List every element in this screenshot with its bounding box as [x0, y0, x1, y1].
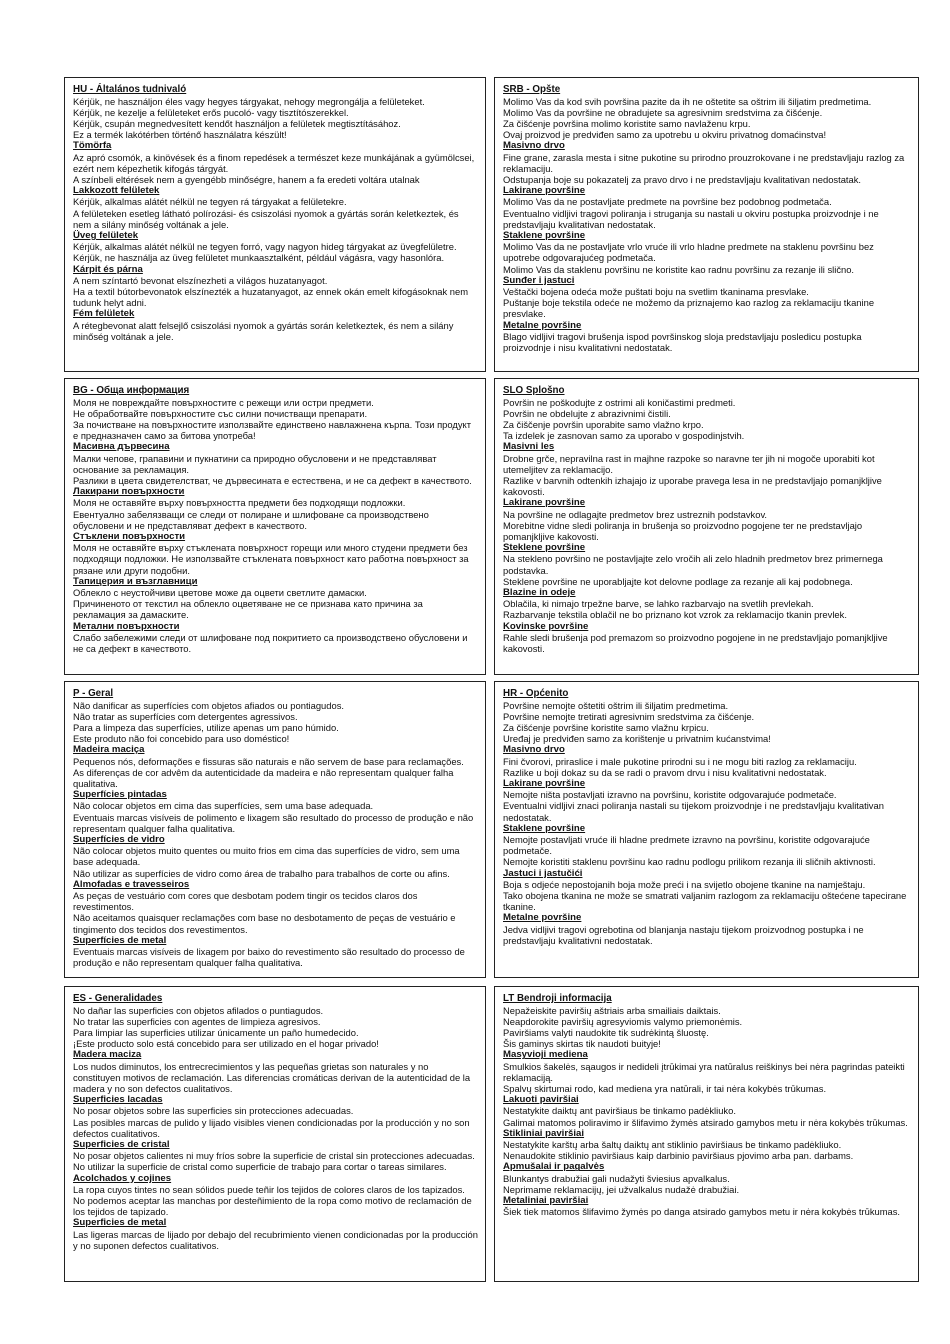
text-line: Razbarvanje tekstila oblačil ne bo priznano kot vzrok za reklamacijo tkanin prevlek.	[503, 609, 847, 621]
text-line: Nemojte koristiti staklenu površinu kao radnu podlogu prilikom rezanja ili sličnih aktivnosti.	[503, 856, 876, 868]
text-line: A felületeken esetleg látható polírozási- és csiszolási nyomok a gyártás során keletkeztek, és nem a silány minőség voltának a jele.	[73, 207, 459, 230]
text-line: Rahle sledi brušenja pod premazom so proizvodno pogojene in ne predstavljajo pomanjkljive kakovosti.	[503, 631, 888, 655]
text-line: Nemojte ništa postavljati izravno na površinu, koristite odgovarajuće podmetače.	[503, 789, 837, 801]
subsection-heading: Superfícies de vidro	[73, 834, 165, 846]
subsection-heading: Almofadas e travesseiros	[73, 878, 190, 890]
subsection-heading: Superficies de metal	[73, 1217, 167, 1229]
subsection-heading: Metalne površine	[503, 319, 582, 331]
text-line: Za čišćenje površine koristite samo vlažnu krpicu.	[503, 722, 709, 733]
text-line: Galimai matomos poliravimo ir šlifavimo žymės atsirado gamybos metu ir nėra kokybės trūkumas.	[503, 1116, 908, 1128]
section-title: HR - Općenito	[503, 688, 569, 699]
subsection-heading: Lakkozott felületek	[73, 185, 160, 197]
text-line: Na stekleno površino ne postavljajte zelo vročih ali zelo hladnih predmetov brez primernega podstavka.	[503, 553, 883, 576]
text-line: Površin ne obdelujte z abrazivnimi čistili.	[503, 407, 671, 419]
text-line: Šis gaminys skirtas tik naudoti buityje!	[503, 1038, 661, 1050]
text-line: No dañar las superficies con objetos afilados o puntiagudos.	[73, 1004, 324, 1016]
section-bg	[64, 378, 486, 675]
text-line: No tratar las superficies con agentes de limpieza agresivos.	[73, 1015, 321, 1027]
subsection-heading: Blazine in odeje	[503, 587, 576, 599]
section-title: SRB - Opšte	[503, 84, 561, 95]
text-line: Eventualno vidljivi tragovi poliranja i struganja su nastali u okviru postupka proizvodnje i ne predstavljaju kvalitativan nedostatak.	[503, 207, 879, 230]
text-line: Моля не оставяйте върху стъклената повърхност горещи или много студени предмети без подходящи подложки. Не използвайте стъклената повърхност като работна повърхност за рязане или други подобни.	[73, 542, 469, 576]
text-line: Não danificar as superfícies com objetos afiados ou pontiagudos.	[73, 699, 344, 711]
section-title: BG - Обща информация	[73, 385, 190, 396]
text-line: Na površine ne odlagajte predmetov brez ustreznih podstavkov.	[503, 508, 768, 520]
text-line: Molimo Vas da površine ne obradujete sa agresivnim sredstvima za čišćenje.	[503, 106, 823, 118]
text-line: Kérjük, alkalmas alátét nélkül ne tegyen forró, vagy nagyon hideg tárgyakat az üvegfelületre.	[73, 241, 457, 253]
text-line: Steklene površine ne uporabljajte kot delovne podlage za rezanje ali kaj podobnega.	[503, 575, 853, 587]
text-line: Molimo Vas da kod svih površina pazite da ih ne oštetite sa oštrim ili šiljatim predmetima.	[503, 95, 872, 107]
text-line: Molimo Vas da ne postavljate vrlo vruće ili vrlo hladne predmete na staklenu površinu bez upotrebe odgovarajućeg podmetača.	[503, 241, 874, 264]
text-line: Nestatykite daiktų ant paviršiaus be tinkamo padėkliuko.	[503, 1105, 736, 1117]
section-title: ES - Generalidades	[73, 993, 163, 1004]
subsection-heading: Метални повърхности	[73, 620, 180, 632]
section-body	[73, 397, 478, 655]
section-slo	[494, 378, 919, 675]
text-line: Površin ne poškodujte z ostrimi ali koničastimi predmeti.	[503, 396, 736, 408]
text-line: A nem színtartó bevonat elszínezheti a világos huzatanyagot.	[73, 274, 328, 286]
subsection-heading: Masivno drvo	[503, 744, 565, 756]
section-body	[73, 96, 478, 342]
section-title: HU - Általános tudnivaló	[73, 84, 187, 95]
subsection-heading: Stikliniai paviršiai	[503, 1127, 585, 1139]
subsection-heading: Superficies de cristal	[73, 1139, 170, 1151]
subsection-heading: Tömörfa	[73, 140, 112, 152]
text-line: Kérjük, ne használja az üveg felületet munkaasztalként, például vágásra, vagy hasonlóra.	[73, 252, 445, 264]
text-line: Para a limpeza das superfícies, utilize apenas um pano húmido.	[73, 722, 339, 733]
text-line: Eventuais marcas visíveis de lixagem por baixo do revestimento são resultado do processo de produção e não representam qualquer falha qualitativa.	[73, 946, 465, 969]
subsection-heading: Steklene površine	[503, 542, 586, 554]
text-line: Não aceitamos quaisquer reclamações com base no desbotamento de peças de vestuário e tingimento dos tecidos dos revestimentos.	[73, 912, 456, 935]
text-line: Не обработвайте повърхностите със силни почистващи препарати.	[73, 407, 368, 419]
text-line: Jedva vidljivi tragovi ogrebotina od blanjanja nastaju tijekom proizvodnog postupka i ne predstavljaju kvalitativni nedostatak.	[503, 923, 864, 946]
section-hu	[64, 77, 486, 372]
text-line: Uređaj je predviđen samo za korištenje u privatnim kućanstvima!	[503, 733, 771, 745]
section-title: SLO Splošno	[503, 385, 565, 396]
subsection-heading: Масивна дървесина	[73, 441, 170, 453]
subsection-heading: Metalne površine	[503, 912, 582, 924]
subsection-heading: Madeira maciça	[73, 744, 145, 756]
text-line: No podemos aceptar las manchas por desteñimiento de la ropa como motivo de reclamación de los tejidos de tapizado.	[73, 1195, 472, 1218]
text-line: Fine grane, zarasla mesta i sitne pukotine su prirodno prouzrokovane i ne predstavljaju razlog za reklamaciju.	[503, 151, 905, 174]
subsection-heading: Madera maciza	[73, 1049, 142, 1061]
subsection-heading: Masivno drvo	[503, 140, 565, 152]
text-line: Las posibles marcas de pulido y lijado visibles vienen condicionadas por la producción y no son defectos cualitativos.	[73, 1116, 470, 1139]
text-line: Моля не повреждайте повърхностите с режещи или остри предмети.	[73, 396, 374, 408]
text-line: Odstupanja boje su pokazatelj za pravo drvo i ne predstavljaju kvalitativan nedostatak.	[503, 174, 862, 186]
text-line: Razlike u boji dokaz su da se radi o pravom drvu i nisu kvalitativni nedostatak.	[503, 766, 827, 778]
section-hr	[494, 681, 919, 978]
subsection-heading: Superfícies pintadas	[73, 789, 167, 801]
text-line: Nemojte postavljati vruće ili hladne predmete izravno na površinu, koristite odgovarajuće podmetače.	[503, 834, 870, 857]
section-title: P - Geral	[73, 688, 114, 699]
section-body	[73, 700, 478, 969]
text-line: Fini čvorovi, priraslice i male pukotine prirodni su i ne mogu biti razlog za reklamaciju.	[503, 755, 857, 767]
text-line: No posar objetos calientes ni muy fríos sobre la superficie de cristal sin protecciones adecuadas. No utilizar la superficie de cristal como superficie de trabajo para cortar o tareas similares.	[73, 1150, 475, 1173]
subsection-heading: Metaliniai paviršiai	[503, 1195, 589, 1207]
text-line: Eventuais marcas visíveis de polimento e lixagem são resultado do processo de produção e não representam qualquer falha qualitativa.	[73, 811, 474, 834]
text-line: No posar objetos sobre las superficies sin protecciones adecuadas.	[73, 1105, 354, 1117]
text-line: A színbeli eltérések nem a gyengébb minőségre, hanem a fa eredeti voltára utalnak	[73, 174, 420, 186]
subsection-heading: Masyvioji mediena	[503, 1049, 588, 1061]
text-line: Ha a textil bútorbevonatok elszínezték a huzatanyagot, az ennek okán emelt kifogásoknak nem tudunk helyt adni.	[73, 286, 469, 309]
section-body	[503, 700, 911, 946]
text-line: Blago vidljivi tragovi brušenja ispod površinskog sloja predstavljaju posledicu postupka proizvodnje i nisu kvalitativni nedostatak.	[503, 330, 862, 354]
text-line: Não colocar objetos muito quentes ou muito frios em cima das superfícies de vidro, sem uma base adequada.	[73, 845, 460, 868]
section-body	[503, 96, 911, 354]
text-line: Tako obojena tkanina ne može se smatrati valjanim razlogom za reklamaciju oštećene tapecirane tkanine.	[503, 890, 907, 913]
text-line: Smulkios šakelės, sąaugos ir nedideli įtrūkimai yra natūralus reiškinys bei nėra pagrindas pateikti reklamaciją.	[503, 1060, 905, 1083]
subsection-heading: Staklene površine	[503, 822, 586, 834]
section-body	[503, 397, 911, 655]
text-line: Neprimame reklamacijų, jei užvalkalus nudažė drabužiai.	[503, 1183, 740, 1195]
subsection-heading: Lakirane površine	[503, 185, 586, 197]
text-line: Veštački bojena odeća može puštati boju na svetlim tkaninama presvlake.	[503, 286, 809, 298]
text-line: Eventualni vidljivi znaci poliranja nastali su tijekom proizvodnje i ne predstavljaju kvalitativan nedostatak.	[503, 800, 884, 823]
text-line: Моля не оставяйте върху повърхността предмети без подходящи подложки.	[73, 497, 406, 509]
text-line: Não colocar objetos em cima das superfícies, sem uma base adequada.	[73, 800, 374, 812]
section-body	[73, 1005, 478, 1251]
text-line: Oblačila, ki nimajo trpežne barve, se lahko razbarvajo na svetlih prevlekah.	[503, 598, 814, 610]
text-line: Razlike v barvnih odtenkih izhajajo iz uporabe pravega lesa in ne predstavljajo pomanjkljive kakovosti.	[503, 475, 882, 498]
text-line: Kérjük, csupán megnedvesített kendőt használjon a felületek megtisztításához.	[73, 118, 401, 129]
text-line: Kérjük, ne használjon éles vagy hegyes tárgyakat, nehogy megrongálja a felületeket.	[73, 95, 425, 107]
text-line: Para limpiar las superficies utilizar únicamente un paño humedecido.	[73, 1027, 359, 1038]
text-line: A rétegbevonat alatt felsejlő csiszolási nyomok a gyártás során keletkeztek, és nem a silány minőség voltának a jele.	[73, 319, 454, 342]
subsection-heading: Acolchados y cojines	[73, 1172, 172, 1184]
subsection-heading: Fém felületek	[73, 308, 135, 320]
subsection-heading: Kovinske površine	[503, 620, 589, 632]
text-line: За почистване на повърхностите използвайте единствено навлажнена кърпа. Този продукт е предназначен само за битова употреба!	[73, 419, 472, 442]
text-line: Nepažeiskite paviršių aštriais arba smailiais daiktais.	[503, 1004, 721, 1016]
text-line: Este produto não foi concebido para uso doméstico!	[73, 733, 290, 745]
text-line: Nestatykite karštų arba šaltų daiktų ant stiklinio paviršiaus be tinkamo padėkliuko.	[503, 1139, 842, 1151]
text-line: Za čiščenje površin uporabite samo vlažno krpo.	[503, 419, 704, 430]
text-line: La ropa cuyos tintes no sean sólidos puede teñir los tejidos de colores claros de los tapizados.	[73, 1183, 465, 1195]
subsection-heading: Masivni les	[503, 441, 555, 453]
text-line: Az apró csomók, a kinövések és a finom repedések a természet keze munkájának a gyümölcsei, ezért nem képezhetik kifogás tárgyát.	[73, 151, 475, 174]
text-line: Za čišćenje površina molimo koristite samo navlaženu krpu.	[503, 118, 751, 129]
subsection-heading: Jastuci i jastučići	[503, 867, 583, 879]
section-es	[64, 986, 486, 1282]
text-line: Não tratar as superfícies com detergentes agressivos.	[73, 710, 298, 722]
text-line: Ovaj proizvod je predviđen samo za upotrebu u okviru privatnog domaćinstva!	[503, 129, 827, 141]
section-p	[64, 681, 486, 978]
text-line: Kérjük, ne kezelje a felületeket erős pucoló- vagy tisztítószerekkel.	[73, 106, 349, 118]
subsection-heading: Superfícies de metal	[73, 934, 167, 946]
text-line: Ez a termék lakótérben történő használatra készült!	[73, 129, 287, 141]
text-line: Nenaudokite stiklinio paviršiaus kaip darbinio paviršiaus pjovimo arba pan. darbams.	[503, 1150, 854, 1162]
text-line: Paviršiams valyti naudokite tik sudrėkintą šluostę.	[503, 1027, 709, 1038]
text-line: Drobne grče, nepravilna rast in majhne razpoke so naravne ter jih ni mogoče uporabiti kot utemeljitev za reklamacijo.	[503, 452, 875, 475]
subsection-heading: Lakuoti paviršiai	[503, 1094, 579, 1106]
text-line: Puštanje boje tekstila odeće ne možemo da priznajemo kao razlog za reklamaciju tkanine presvlake.	[503, 297, 875, 320]
text-line: As peças de vestuário com cores que desbotam podem tingir os tecidos claros dos revestimentos.	[73, 890, 418, 913]
section-srb	[494, 77, 919, 372]
text-line: Малки чепове, грапавини и пукнатини са природно обусловени и не представляват основание за рекламация.	[73, 452, 437, 475]
section-lt	[494, 986, 919, 1282]
text-line: Pequenos nós, deformações e fissuras são naturais e não servem de base para reclamações.	[73, 755, 464, 767]
text-line: Molimo Vas da ne postavljate predmete na površine bez podobnog podmetača.	[503, 196, 832, 208]
text-line: Šiek tiek matomos šlifavimo žymės po danga atsirado gamybos metu ir nėra kokybės trūkumas.	[503, 1206, 901, 1218]
subsection-heading: Лакирани повърхности	[73, 486, 185, 498]
subsection-heading: Тапицерия и възглавници	[73, 575, 198, 587]
text-line: Neapdorokite paviršių agresyviomis valymo priemonėmis.	[503, 1015, 743, 1027]
subsection-heading: Superficies lacadas	[73, 1094, 163, 1106]
subsection-heading: Sunđer i jastuci	[503, 274, 575, 286]
text-line: Morebitne vidne sledi poliranja in brušenja so proizvodno pogojene ter ne predstavljajo pomanjkljive kakovosti.	[503, 519, 863, 543]
text-line: As diferenças de cor advêm da autenticidade da madeira e não representam qualquer falha qualitativa.	[73, 766, 454, 790]
text-line: Причиненото от текстил на облекло оцветяване не се признава като причина за рекламация за дамаските.	[73, 598, 423, 621]
text-line: Molimo Vas da staklenu površinu ne koristite kao radnu površinu za rezanje ili slično.	[503, 263, 855, 275]
section-title: LT Bendroji informacija	[503, 993, 612, 1004]
text-line: Não utilizar as superfícies de vidro como área de trabalho para trabalhos de corte ou afins.	[73, 867, 450, 879]
text-line: ¡Este producto solo está concebido para ser utilizado en el hogar privado!	[73, 1038, 379, 1050]
subsection-heading: Apmušalai ir pagalvės	[503, 1161, 605, 1173]
subsection-heading: Lakirane površine	[503, 497, 586, 509]
subsection-heading: Staklene površine	[503, 230, 586, 242]
subsection-heading: Lakirane površine	[503, 778, 586, 790]
text-line: Облекло с неустойчиви цветове може да оцвети светлите дамаски.	[73, 587, 367, 599]
text-line: Blunkantys drabužiai gali nudažyti šviesius apvalkalus.	[503, 1172, 730, 1184]
text-line: Los nudos diminutos, los entrecrecimientos y las pequeñas grietas son naturales y no constituyen motivos de reclamación. Las diferencias cromáticas derivan de la autenticidad de la madera y no son defectos cualitativos.	[73, 1060, 471, 1095]
text-line: Kérjük, alkalmas alátét nélkül ne tegyen rá tárgyakat a felületekre.	[73, 196, 347, 208]
text-line: Разлики в цвета свидетелстват, че дървесината е естествена, и не са дефект в качеството.	[73, 475, 472, 487]
subsection-heading: Kárpit és párna	[73, 263, 143, 275]
text-line: Površine nemojte oštetiti oštrim ili šiljatim predmetima.	[503, 699, 729, 711]
text-line: Ta izdelek je zasnovan samo za uporabo v gospodinjstvih.	[503, 430, 745, 442]
subsection-heading: Üveg felületek	[73, 230, 139, 242]
text-line: Las ligeras marcas de lijado por debajo del recubrimiento vienen condicionadas por la producción y no suponen defectos cualitativos.	[73, 1228, 478, 1251]
text-line: Boja s odjeće nepostojanih boja može preći i na svijetlo obojene tkanine na namještaju.	[503, 878, 866, 890]
text-line: Spalvų skirtumai rodo, kad mediena yra natūrali, ir tai nėra kokybės trūkumas.	[503, 1083, 827, 1095]
text-line: Слабо забележими следи от шлифоване под покритието са производствено обусловени и не са дефект в качеството.	[73, 631, 468, 655]
text-line: Površine nemojte tretirati agresivnim sredstvima za čišćenje.	[503, 710, 755, 722]
subsection-heading: Стъклени повърхности	[73, 531, 186, 543]
text-line: Евентуално забелязващи се следи от полиране и шлифоване са производствено обусловени и не представляват дефект в качеството.	[73, 508, 429, 531]
section-body	[503, 1005, 911, 1218]
